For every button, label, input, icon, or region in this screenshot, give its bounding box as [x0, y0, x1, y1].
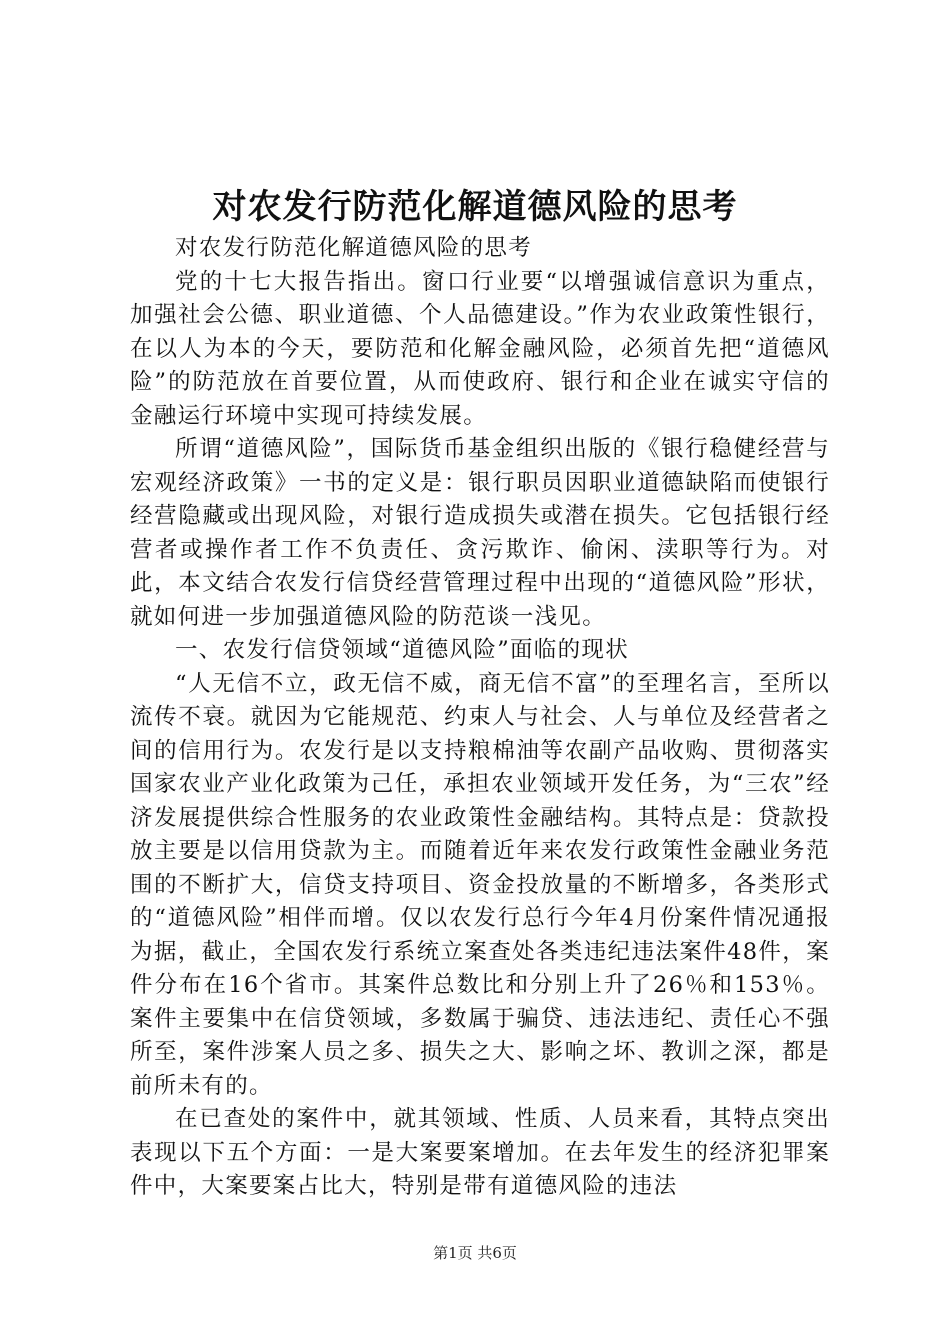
document-title: 对农发行防范化解道德风险的思考: [212, 187, 738, 227]
paragraph-intro: 党的十七大报告指出。窗口行业要“以增强诚信意识为重点，加强社会公德、职业道德、个人品德建设。”作为农业政策性银行，在以人为本的今天，要防范和化解金融风险，必须首先把“道德风险”的防范放在首要位置，从而使政府、银行和企业在诚实守信的金融运行环境中实现可持续发展。: [130, 268, 830, 429]
paragraph-status: “人无信不立，政无信不威，商无信不富”的至理名言，至所以流传不衰。就因为它能规范、约束人与社会、人与单位及经营者之间的信用行为。农发行是以支持粮棉油等农副产品收购、贯彻落实国家农业产业化政策为己任，承担农业领域开发任务，为“三农”经济发展提供综合性服务的农业政策性金融结构。其特点是：贷款投放主要是以信用贷款为主。而随着近年来农发行政策性金融业务范围的不断扩大，信贷支持项目、资金投放量的不断增多，各类形式的“道德风险”相伴而增。仅以农发行总行今年4月份案件情况通报为据，截止，全国农发行系统立案查处各类违纪违法案件48件，案件分布在16个省市。其案件总数比和分别上升了26％和153％。案件主要集中在信贷领域，多数属于骗贷、违法违纪、责任心不强所至，案件涉案人员之多、损失之大、影响之坏、教训之深，都是前所未有的。: [130, 670, 830, 1099]
paragraph-features: 在已查处的案件中，就其领域、性质、人员来看，其特点突出表现以下五个方面：一是大案要案增加。在去年发生的经济犯罪案件中，大案要案占比大，特别是带有道德风险的违法: [130, 1106, 830, 1199]
section-heading-1: 一、农发行信贷领域“道德风险”面临的现状: [175, 637, 630, 663]
paragraph-subtitle: 对农发行防范化解道德风险的思考: [175, 235, 533, 261]
paragraph-definition: 所谓“道德风险”，国际货币基金组织出版的《银行稳健经营与宏观经济政策》一书的定义是：银行职员因职业道德缺陷而使银行经营隐藏或出现风险，对银行造成损失或潜在损失。它包括银行经营者或操作者工作不负责任、贪污欺诈、偷闲、渎职等行为。对此，本文结合农发行信贷经营管理过程中出现的“道德风险”形状，就如何进一步加强道德风险的防范谈一浅见。: [130, 436, 830, 630]
document-body: [130, 232, 830, 1204]
page-number-footer: 第1页 共6页: [433, 1244, 517, 1262]
